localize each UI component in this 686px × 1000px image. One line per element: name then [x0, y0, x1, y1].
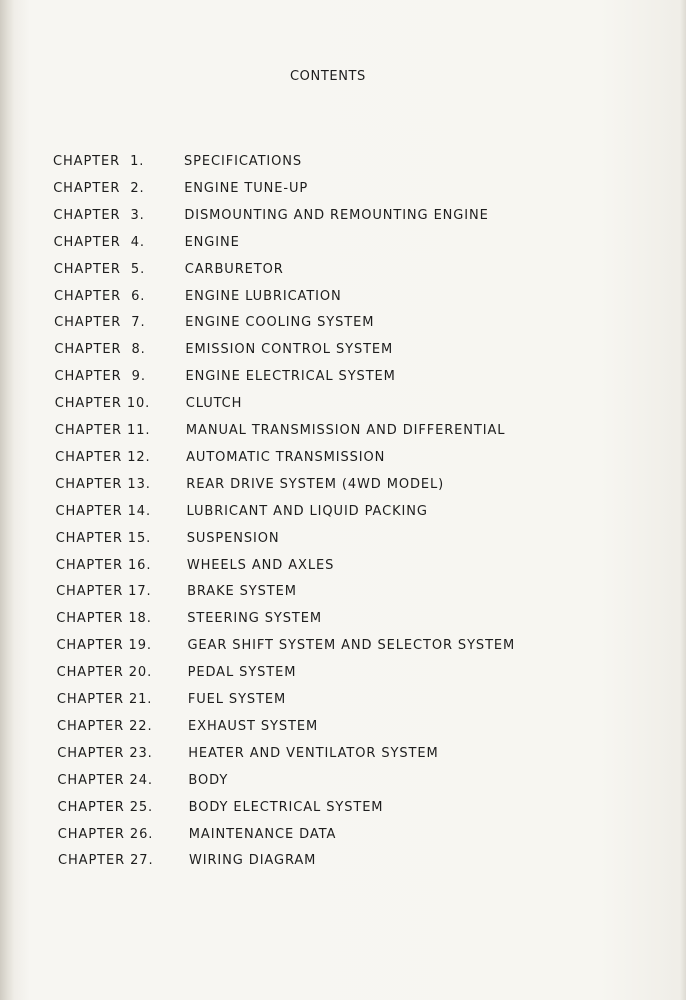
chapter-number: CHAPTER 5. — [53, 261, 146, 277]
chapter-title: ENGINE ELECTRICAL SYSTEM — [185, 369, 396, 385]
chapter-number: CHAPTER 14. — [55, 503, 151, 519]
chapter-number: CHAPTER 23. — [57, 745, 153, 761]
chapter-number: CHAPTER 15. — [55, 530, 152, 546]
chapter-title: ENGINE LUBRICATION — [184, 288, 342, 304]
chapter-title: MANUAL TRANSMISSION AND DIFFERENTIAL — [185, 423, 506, 438]
chapter-number: CHAPTER 2. — [53, 180, 145, 196]
chapter-number: CHAPTER 10. — [54, 396, 151, 412]
chapter-title: MAINTENANCE DATA — [188, 826, 337, 842]
chapter-number: CHAPTER 26. — [57, 826, 154, 842]
chapter-title: DISMOUNTING AND REMOUNTING ENGINE — [184, 207, 489, 223]
chapter-number: CHAPTER 27. — [58, 853, 154, 869]
chapter-title: BODY — [188, 772, 229, 788]
chapter-number: CHAPTER 21. — [56, 692, 153, 707]
chapter-number: CHAPTER 20. — [56, 665, 153, 681]
chapter-title: PEDAL SYSTEM — [187, 665, 297, 681]
chapter-number: CHAPTER 17. — [56, 584, 152, 600]
chapter-title: SPECIFICATIONS — [184, 154, 303, 169]
chapter-number: CHAPTER 24. — [57, 772, 153, 788]
chapter-title: WIRING DIAGRAM — [189, 853, 317, 869]
chapter-number: CHAPTER 1. — [53, 154, 145, 169]
chapter-title: FUEL SYSTEM — [187, 692, 287, 707]
chapter-title: CLUTCH — [185, 396, 243, 412]
chapter-number: CHAPTER 6. — [53, 288, 146, 304]
chapter-title: BODY ELECTRICAL SYSTEM — [188, 799, 384, 815]
chapter-number: CHAPTER 18. — [56, 611, 152, 627]
chapter-number: CHAPTER 16. — [55, 557, 152, 573]
chapter-title: LUBRICANT AND LIQUID PACKING — [186, 503, 428, 519]
page-title: CONTENTS — [290, 69, 366, 84]
chapter-number: CHAPTER 4. — [53, 234, 145, 250]
chapter-number: CHAPTER 8. — [54, 342, 146, 358]
chapter-number: CHAPTER 19. — [56, 638, 152, 654]
chapter-title: EMISSION CONTROL SYSTEM — [185, 342, 394, 358]
chapter-number: CHAPTER 9. — [54, 369, 146, 385]
chapter-title: EXHAUST SYSTEM — [188, 718, 319, 734]
chapter-number: CHAPTER 3. — [53, 207, 145, 223]
chapter-title: HEATER AND VENTILATOR SYSTEM — [188, 745, 439, 761]
chapter-title: REAR DRIVE SYSTEM (4WD MODEL) — [186, 476, 445, 492]
chapter-number: CHAPTER 11. — [54, 423, 151, 438]
chapter-title: STEERING SYSTEM — [187, 611, 322, 627]
chapter-number: CHAPTER 25. — [57, 799, 154, 815]
chapter-title: ENGINE — [184, 234, 240, 250]
chapter-title: GEAR SHIFT SYSTEM AND SELECTOR SYSTEM — [187, 638, 516, 654]
chapter-title: BRAKE SYSTEM — [187, 584, 297, 600]
chapter-title: SUSPENSION — [186, 530, 280, 546]
chapter-number: CHAPTER 12. — [55, 449, 151, 465]
chapter-number: CHAPTER 13. — [55, 476, 151, 492]
chapter-title: WHEELS AND AXLES — [186, 557, 335, 573]
chapter-number: CHAPTER 22. — [57, 718, 153, 734]
chapter-title: ENGINE COOLING SYSTEM — [185, 315, 375, 331]
chapter-title: AUTOMATIC TRANSMISSION — [186, 449, 386, 465]
chapter-number: CHAPTER 7. — [54, 315, 146, 331]
chapter-title: ENGINE TUNE-UP — [184, 180, 309, 196]
chapter-title: CARBURETOR — [184, 261, 284, 277]
